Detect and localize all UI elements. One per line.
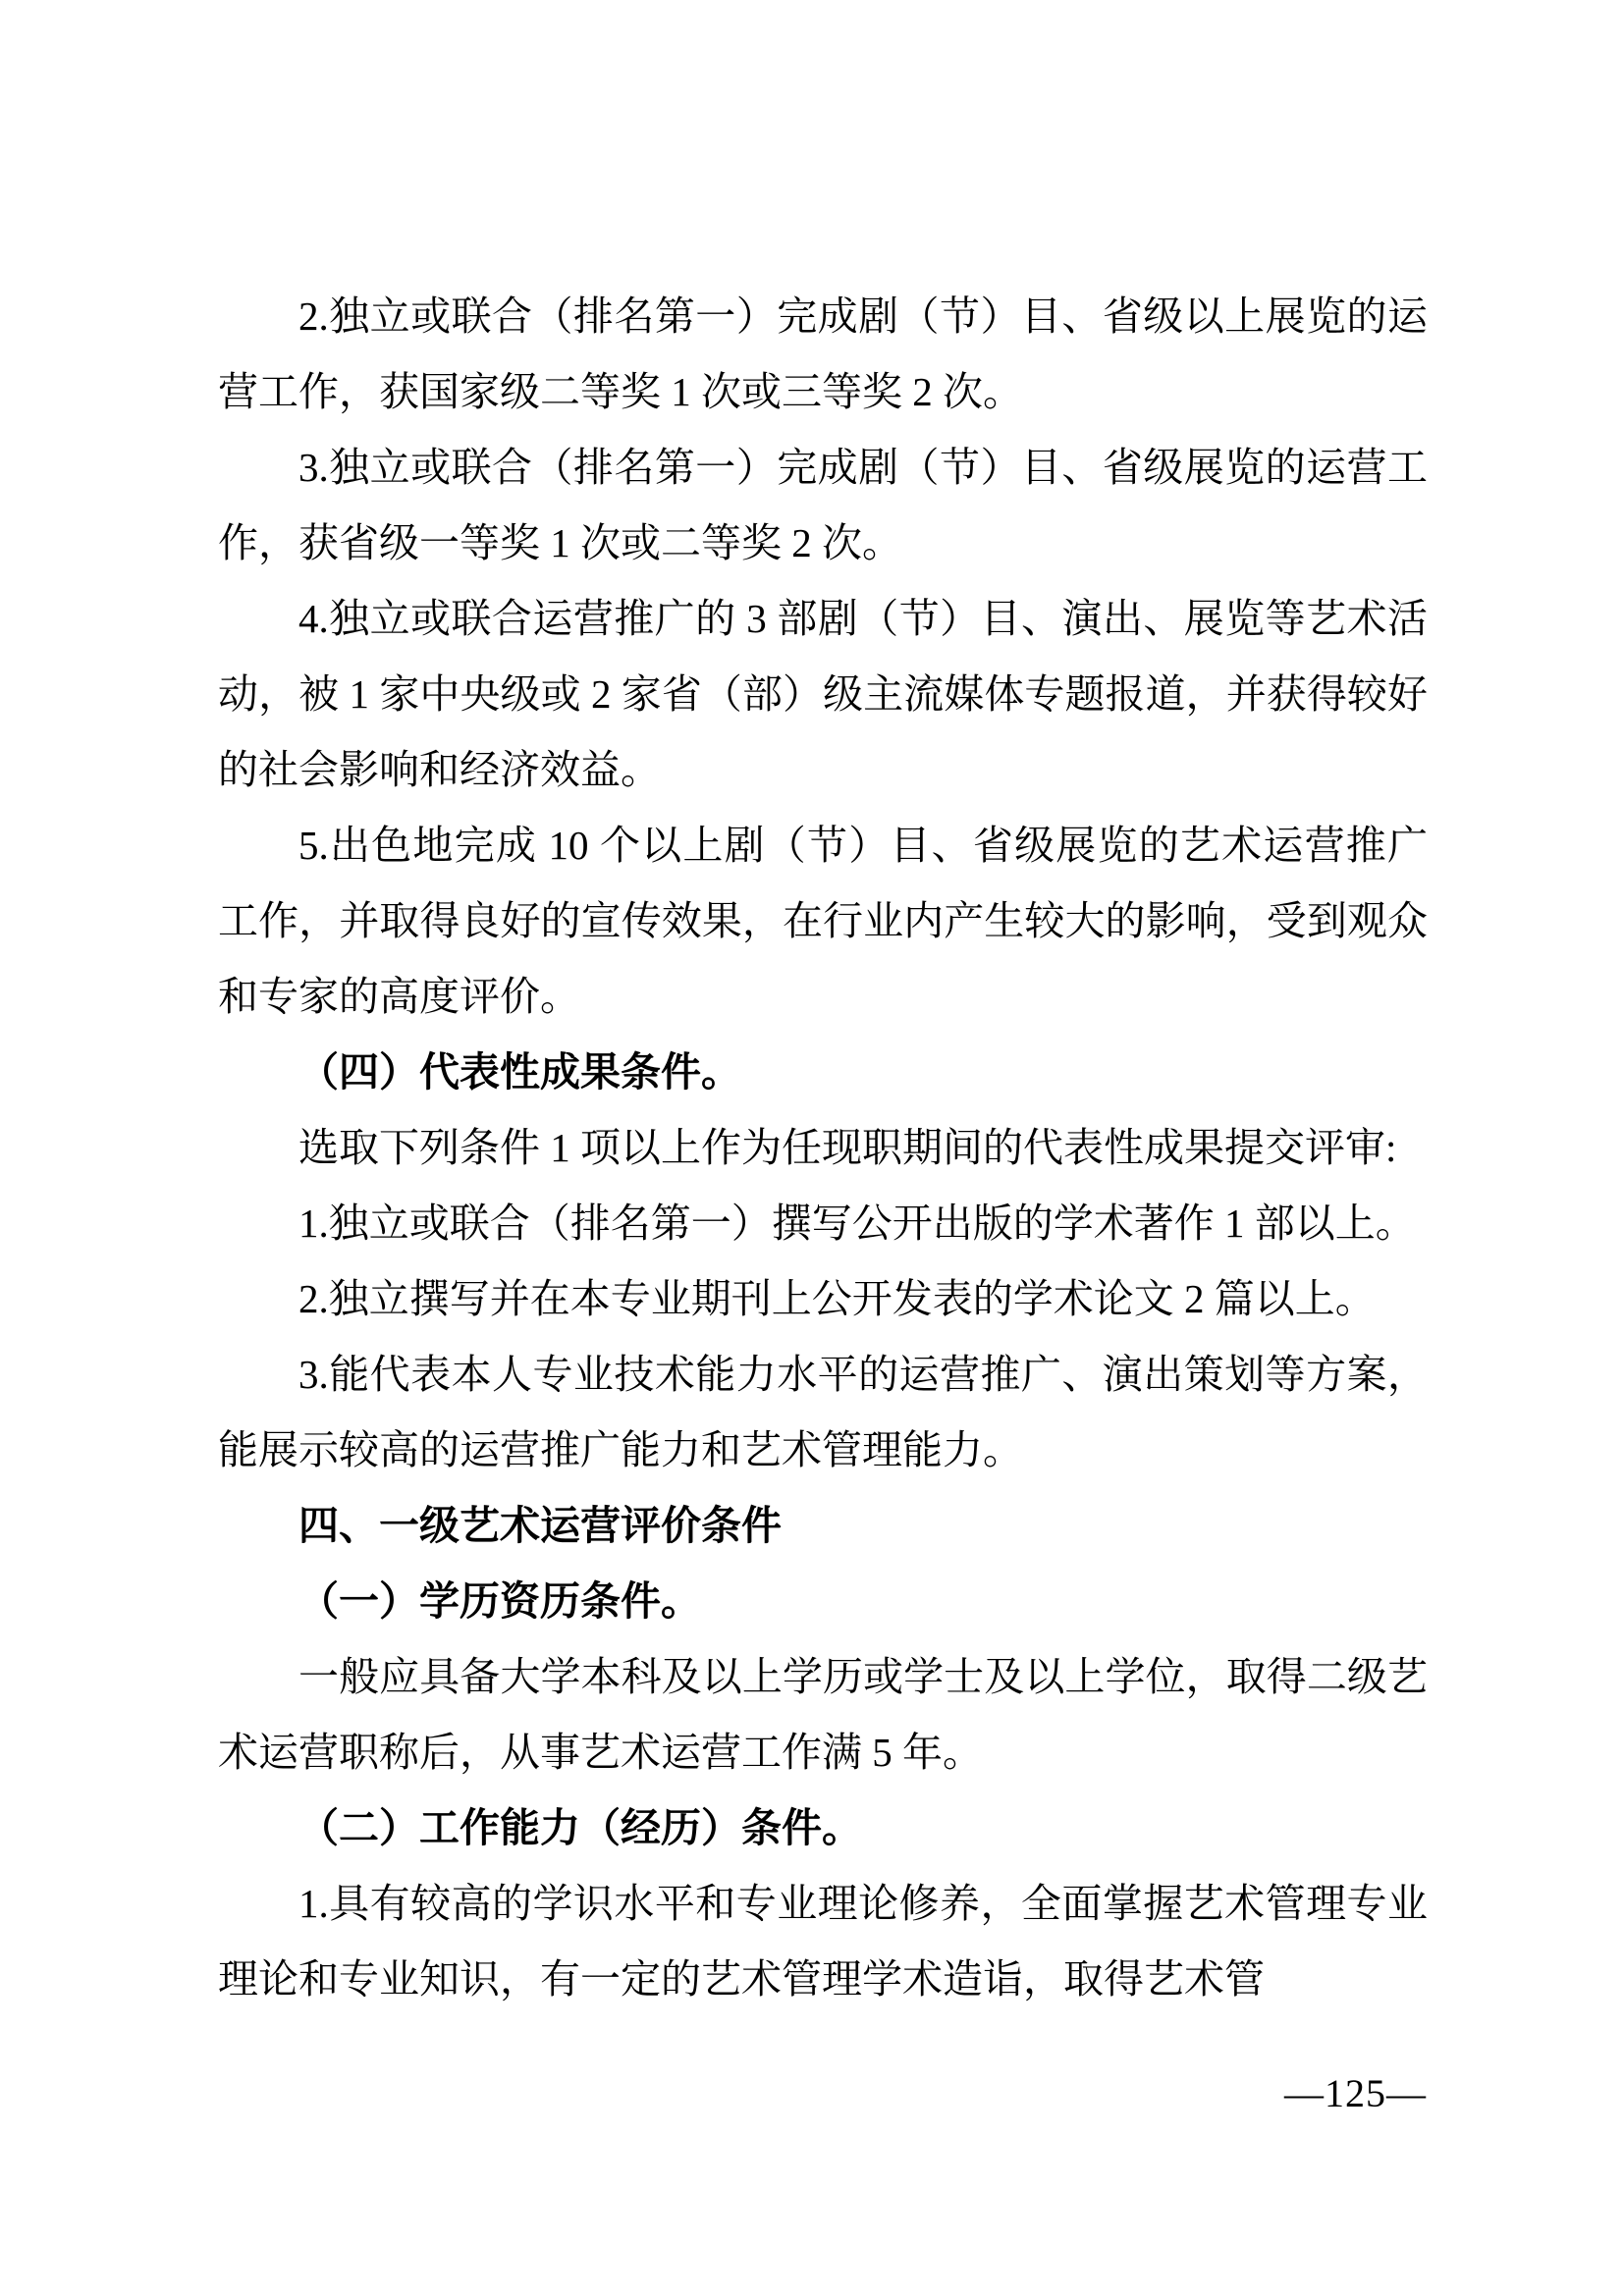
paragraph-award-item-5: 5.出色地完成 10 个以上剧（节）目、省级展览的艺术运营推广工作，并取得良好的宣传效果，在行业内产生较大的影响，受到观众和专家的高度评价。 <box>218 823 1428 1019</box>
paragraph-award-item-3: 3.独立或联合（排名第一）完成剧（节）目、省级展览的运营工作，获省级一等奖 1 次或二等奖 2 次。 <box>218 445 1428 565</box>
paragraph-award-item-4: 4.独立或联合运营推广的 3 部剧（节）目、演出、展览等艺术活动，被 1 家中央级或 2 家省（部）级主流媒体专题报道，并获得较好的社会影响和经济效益。 <box>218 596 1428 792</box>
paragraph-award-item-2: 2.独立或联合（排名第一）完成剧（节）目、省级以上展览的运营工作，获国家级二等奖 1 次或三等奖 2 次。 <box>218 294 1428 414</box>
heading-education-seniority: （一）学历资历条件。 <box>298 1578 701 1624</box>
heading-work-ability: （二）工作能力（经历）条件。 <box>298 1805 862 1850</box>
document-body <box>218 279 1428 2017</box>
heading-representative-achievements: （四）代表性成果条件。 <box>298 1049 741 1095</box>
paragraph-work-ability-item-1: 1.具有较高的学识水平和专业理论修养，全面掌握艺术管理专业理论和专业知识，有一定的艺术管理学术造诣，取得艺术管 <box>218 1881 1428 2002</box>
page-number: —125— <box>1284 2071 1427 2115</box>
paragraph-achievement-item-2: 2.独立撰写并在本专业期刊上公开发表的学术论文 2 篇以上。 <box>298 1276 1376 1321</box>
paragraph-achievement-item-1: 1.独立或联合（排名第一）撰写公开出版的学术著作 1 部以上。 <box>298 1201 1416 1246</box>
paragraph-achievements-intro: 选取下列条件 1 项以上作为任现职期间的代表性成果提交评审: <box>298 1125 1397 1170</box>
paragraph-education-requirement: 一般应具备大学本科及以上学历或学士及以上学位，取得二级艺术运营职称后，从事艺术运营工作满 5 年。 <box>218 1654 1428 1775</box>
heading-section-four-level-one-criteria: 四、一级艺术运营评价条件 <box>298 1503 782 1548</box>
paragraph-achievement-item-3: 3.能代表本人专业技术能力水平的运营推广、演出策划等方案，能展示较高的运营推广能力和艺术管理能力。 <box>218 1352 1428 1472</box>
